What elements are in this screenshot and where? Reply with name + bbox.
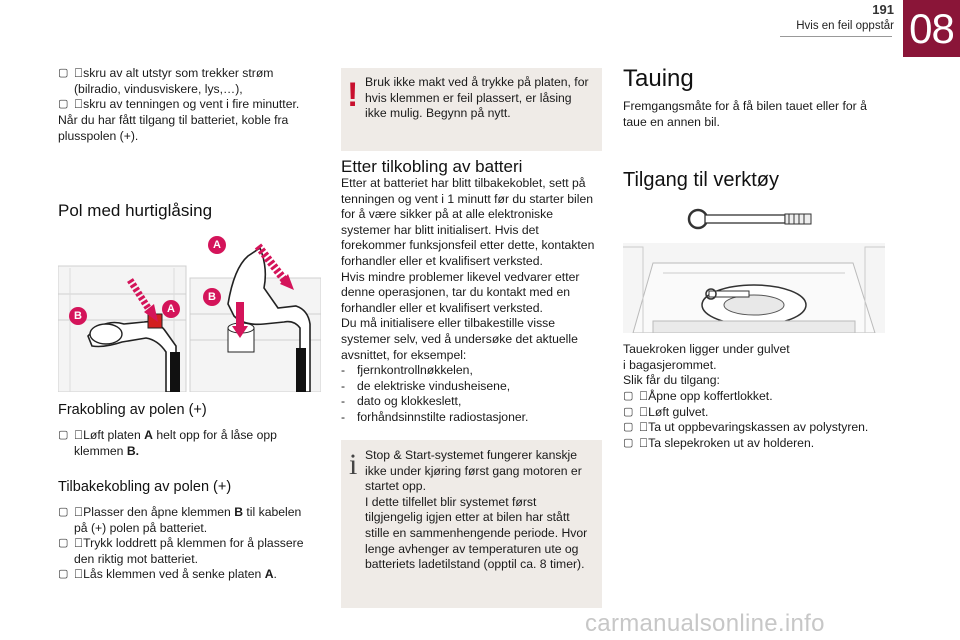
tool-access-text (623, 342, 885, 389)
bullet-marker-icon: ▢ (58, 506, 69, 518)
paragraph: i bagasjerommet. (623, 357, 717, 372)
paragraph: Hvis mindre problemer likevel vedvarer etter denne operasjonen, tar du kontakt med en forhandler eller et kvalifisert verksted. (341, 269, 580, 315)
list-item: ▢ Ta ut oppbevaringskassen av polystyren. (623, 420, 869, 435)
warning-exclamation-icon: ! (347, 76, 359, 114)
chapter-title: Hvis en feil oppstår (796, 20, 894, 32)
list-item: ▢ Åpne opp koffertlokket. (623, 389, 773, 403)
paragraph: Etter at batteriet har blitt tilbakekoblet, sett på tenningen og vent i 1 minutt før du starter bilen for å være sikker på at alle elektroniske systemer har blitt initialisert. Hvis det forekommer funksjonsfeil etter dette, kontakten forhandler eller et kvalifisert verksted. (341, 176, 595, 268)
heading-towing: Tauing (623, 65, 694, 92)
list-item: ▢ Ta slepekroken ut av holderen. (623, 435, 815, 450)
callout-a-right: A (208, 236, 226, 254)
paragraph: Tauekroken ligger under gulvet (623, 342, 790, 356)
intro-bullet-list (58, 66, 308, 113)
list-item: ▢ Løft platen A helt opp for å låse opp klemmen B. (58, 428, 277, 458)
callout-b-right: B (203, 288, 221, 306)
list-item: ▢ skru av tenningen og vent i fire minutter. (58, 97, 300, 112)
list-item: ▢ Trykk loddrett på klemmen for å plassere den riktig mot batteriet. (58, 536, 304, 566)
battery-terminal-illustration (58, 228, 321, 392)
systems-to-reset-list (341, 363, 603, 425)
callout-a-left: A (162, 300, 180, 318)
list-item: ▢ Lås klemmen ved å senke platen A. (58, 567, 277, 582)
bullet-marker-icon: ▢ (58, 98, 69, 111)
towing-intro: Fremgangsmåte for å få bilen tauet eller for å taue en annen bil. (623, 99, 867, 129)
warning-note (341, 68, 602, 151)
info-text (365, 448, 595, 573)
bullet-marker-icon: ▢ (58, 537, 69, 550)
heading-reconnect-terminal: Tilbakekobling av polen (+) (58, 479, 232, 495)
chapter-number-badge: 08 (903, 0, 960, 57)
info-i-icon: i (349, 448, 358, 481)
heading-disconnect-terminal: Frakobling av polen (+) (58, 402, 207, 418)
reconnect-steps (58, 505, 316, 583)
callout-b-left: B (69, 307, 87, 325)
bullet-marker-icon: ▢ (623, 405, 634, 418)
paragraph: I dette tilfellet blir systemet først tilgjengelig igjen etter at bilen har stått stille en sammenhengende periode. Hvor lenge avhenger av temperaturen ute og batteriets ladetilstand (opptil ca. 8 timer). (365, 494, 588, 572)
paragraph: Stop & Start-systemet fungerer kanskje ikke under kjøring først gang motoren er startet opp. (365, 448, 582, 494)
trunk-drawing (623, 203, 885, 333)
bullet-marker-icon: ▢ (58, 429, 69, 441)
trunk-tow-hook-illustration (623, 203, 885, 333)
list-item: ▢ Løft gulvet. (623, 404, 709, 419)
heading-after-battery-connection: Etter tilkobling av batteri (341, 157, 523, 176)
bullet-marker-icon: ▢ (58, 67, 69, 79)
bullet-marker-icon: ▢ (623, 436, 634, 449)
warning-text: Bruk ikke makt ved å trykke på platen, for hvis klemmen er feil plassert, er låsing ikke mulig. Begynn på nytt. (365, 75, 589, 121)
header-divider (780, 36, 892, 37)
intro-paragraph: Når du har fått tilgang til batteriet, koble fra plusspolen (+). (58, 113, 289, 143)
section-heading-quick-lock: Pol med hurtiglåsing (58, 201, 213, 220)
battery-terminal-drawing (58, 228, 321, 392)
paragraph: Du må initialisere eller tilbakestille visse systemer selv, ved å undersøke det aktuelle avsnittet, for eksempel: (341, 316, 578, 362)
list-item: - de elektriske vindusheisene, (341, 378, 511, 393)
paragraph: Slik får du tilgang: (623, 373, 720, 388)
list-item: - dato og klokkeslett, (341, 394, 462, 409)
tool-access-steps (623, 389, 885, 451)
list-item: - fjernkontrollnøkkelen, (341, 363, 473, 378)
bullet-marker-icon: ▢ (58, 568, 69, 581)
heading-tool-access: Tilgang til verktøy (623, 169, 779, 191)
after-connection-body (341, 176, 603, 426)
list-item: ▢ skru av alt utstyr som trekker strøm (bilradio, vindusviskere, lys,…), (58, 66, 274, 96)
bullet-marker-icon: ▢ (623, 421, 634, 434)
watermark-text: carmanualsonline.info (585, 610, 825, 637)
info-note (341, 440, 602, 608)
page-number: 191 (872, 2, 894, 17)
bullet-marker-icon: ▢ (623, 390, 634, 402)
list-item: - forhåndsinnstilte radiostasjoner. (341, 409, 529, 424)
disconnect-steps (58, 428, 308, 459)
list-item: ▢ Plasser den åpne klemmen B til kabelen på (+) polen på batteriet. (58, 505, 302, 535)
